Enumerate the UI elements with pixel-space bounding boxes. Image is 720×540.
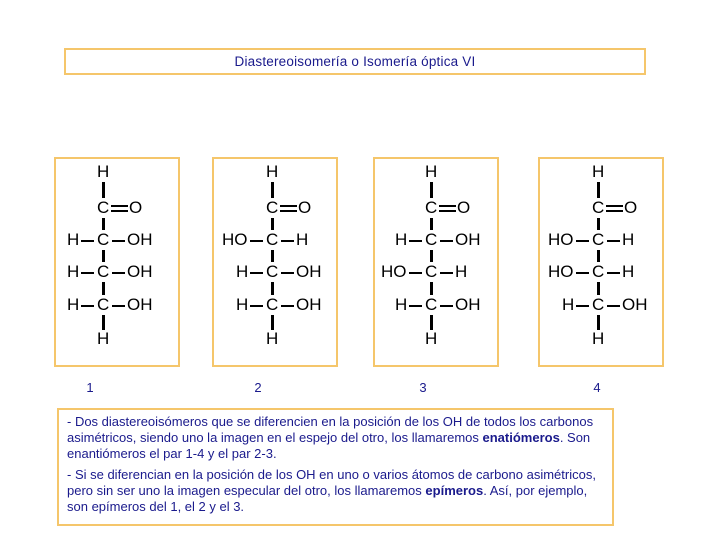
bond xyxy=(430,250,433,262)
epimer-text-end: . Así, por ejemplo, son epímeros del 1, el 2 y el 3. xyxy=(67,483,588,514)
bond xyxy=(440,272,453,274)
bond xyxy=(271,282,274,295)
right-substituent: OH xyxy=(296,295,322,314)
bond xyxy=(271,182,274,198)
bond xyxy=(281,305,294,307)
bond xyxy=(250,305,263,307)
bond xyxy=(81,240,94,242)
chain-carbon: C xyxy=(97,262,110,281)
bond xyxy=(430,218,433,230)
bond xyxy=(112,272,125,274)
formula-number: 1 xyxy=(86,380,94,395)
bond xyxy=(102,182,105,198)
bond xyxy=(102,250,105,262)
chain-carbon: C xyxy=(266,230,279,249)
description-box xyxy=(57,408,614,526)
chain-carbon: C xyxy=(97,230,110,249)
bottom-hydrogen: H xyxy=(266,329,279,348)
bond xyxy=(440,240,453,242)
right-substituent: OH xyxy=(296,262,322,281)
chain-carbon: C xyxy=(97,295,110,314)
epimer-paragraph xyxy=(67,467,604,515)
chain-carbon: C xyxy=(592,230,605,249)
double-bond xyxy=(111,205,128,212)
left-substituent: H xyxy=(67,262,80,281)
bond xyxy=(250,240,263,242)
chain-carbon: C xyxy=(592,262,605,281)
bond xyxy=(81,305,94,307)
bond xyxy=(440,305,453,307)
top-hydrogen: H xyxy=(592,162,605,181)
chain-carbon: C xyxy=(266,262,279,281)
double-bond xyxy=(606,205,623,212)
left-substituent: HO xyxy=(548,262,574,281)
right-substituent: OH xyxy=(127,295,153,314)
chain-carbon: C xyxy=(266,295,279,314)
bond xyxy=(597,250,600,262)
chain-carbon: C xyxy=(425,230,438,249)
left-substituent: HO xyxy=(548,230,574,249)
page-title: Diastereoisomería o Isomería óptica VI xyxy=(234,54,476,69)
bond xyxy=(102,218,105,230)
carbonyl-oxygen: O xyxy=(298,198,312,217)
carbonyl-oxygen: O xyxy=(129,198,143,217)
right-substituent: H xyxy=(455,262,468,281)
bond xyxy=(271,315,274,330)
carbonyl-oxygen: O xyxy=(457,198,471,217)
epimer-text: - Si se diferencian en la posición de los OH en uno o varios átomos de carbono asimétricos, pero sin ser uno la imagen especular del otro, los llamaremos xyxy=(67,467,596,498)
title-box xyxy=(64,48,646,75)
right-substituent: H xyxy=(622,230,635,249)
enantiomer-text-end: . Son enantiómeros el par 1-4 y el par 2-3. xyxy=(67,430,591,461)
left-substituent: H xyxy=(395,230,408,249)
left-substituent: H xyxy=(562,295,575,314)
left-substituent: H xyxy=(236,262,249,281)
bond xyxy=(597,282,600,295)
carbonyl-carbon: C xyxy=(592,198,605,217)
formula-number: 4 xyxy=(593,380,601,395)
carbonyl-oxygen: O xyxy=(624,198,638,217)
left-substituent: H xyxy=(67,230,80,249)
bottom-hydrogen: H xyxy=(97,329,110,348)
bond xyxy=(607,272,620,274)
bottom-hydrogen: H xyxy=(592,329,605,348)
right-substituent: OH xyxy=(127,262,153,281)
bond xyxy=(430,282,433,295)
enantiomer-paragraph xyxy=(67,414,604,462)
bottom-hydrogen: H xyxy=(425,329,438,348)
top-hydrogen: H xyxy=(97,162,110,181)
left-substituent: HO xyxy=(222,230,248,249)
chain-carbon: C xyxy=(425,262,438,281)
enantiomer-text: - Dos diastereoisómeros que se diferencien en la posición de los OH de todos los carbonos asimétricos, siendo uno la imagen en el espejo del otro, los llamaremos xyxy=(67,414,594,445)
double-bond xyxy=(439,205,456,212)
bond xyxy=(250,272,263,274)
bond xyxy=(281,240,294,242)
bond xyxy=(430,315,433,330)
formula-number: 3 xyxy=(419,380,427,395)
bond xyxy=(430,182,433,198)
bond xyxy=(597,182,600,198)
bond xyxy=(102,315,105,330)
chain-carbon: C xyxy=(592,295,605,314)
bond xyxy=(81,272,94,274)
bond xyxy=(112,305,125,307)
epimer-term: epímeros xyxy=(425,483,484,498)
top-hydrogen: H xyxy=(266,162,279,181)
left-substituent: H xyxy=(67,295,80,314)
double-bond xyxy=(280,205,297,212)
right-substituent: OH xyxy=(622,295,648,314)
right-substituent: H xyxy=(296,230,309,249)
carbonyl-carbon: C xyxy=(266,198,279,217)
right-substituent: OH xyxy=(455,230,481,249)
bond xyxy=(597,218,600,230)
bond xyxy=(576,305,589,307)
bond xyxy=(409,240,422,242)
bond xyxy=(271,250,274,262)
bond xyxy=(271,218,274,230)
right-substituent: OH xyxy=(127,230,153,249)
formula-number: 2 xyxy=(254,380,262,395)
bond xyxy=(102,282,105,295)
bond xyxy=(607,240,620,242)
bond xyxy=(409,305,422,307)
bond xyxy=(576,272,589,274)
left-substituent: HO xyxy=(381,262,407,281)
top-hydrogen: H xyxy=(425,162,438,181)
carbonyl-carbon: C xyxy=(97,198,110,217)
left-substituent: H xyxy=(236,295,249,314)
carbonyl-carbon: C xyxy=(425,198,438,217)
chain-carbon: C xyxy=(425,295,438,314)
bond xyxy=(576,240,589,242)
right-substituent: H xyxy=(622,262,635,281)
enantiomer-term: enatiómeros xyxy=(482,430,560,445)
left-substituent: H xyxy=(395,295,408,314)
bond xyxy=(409,272,422,274)
right-substituent: OH xyxy=(455,295,481,314)
bond xyxy=(281,272,294,274)
bond xyxy=(112,240,125,242)
bond xyxy=(597,315,600,330)
bond xyxy=(607,305,620,307)
